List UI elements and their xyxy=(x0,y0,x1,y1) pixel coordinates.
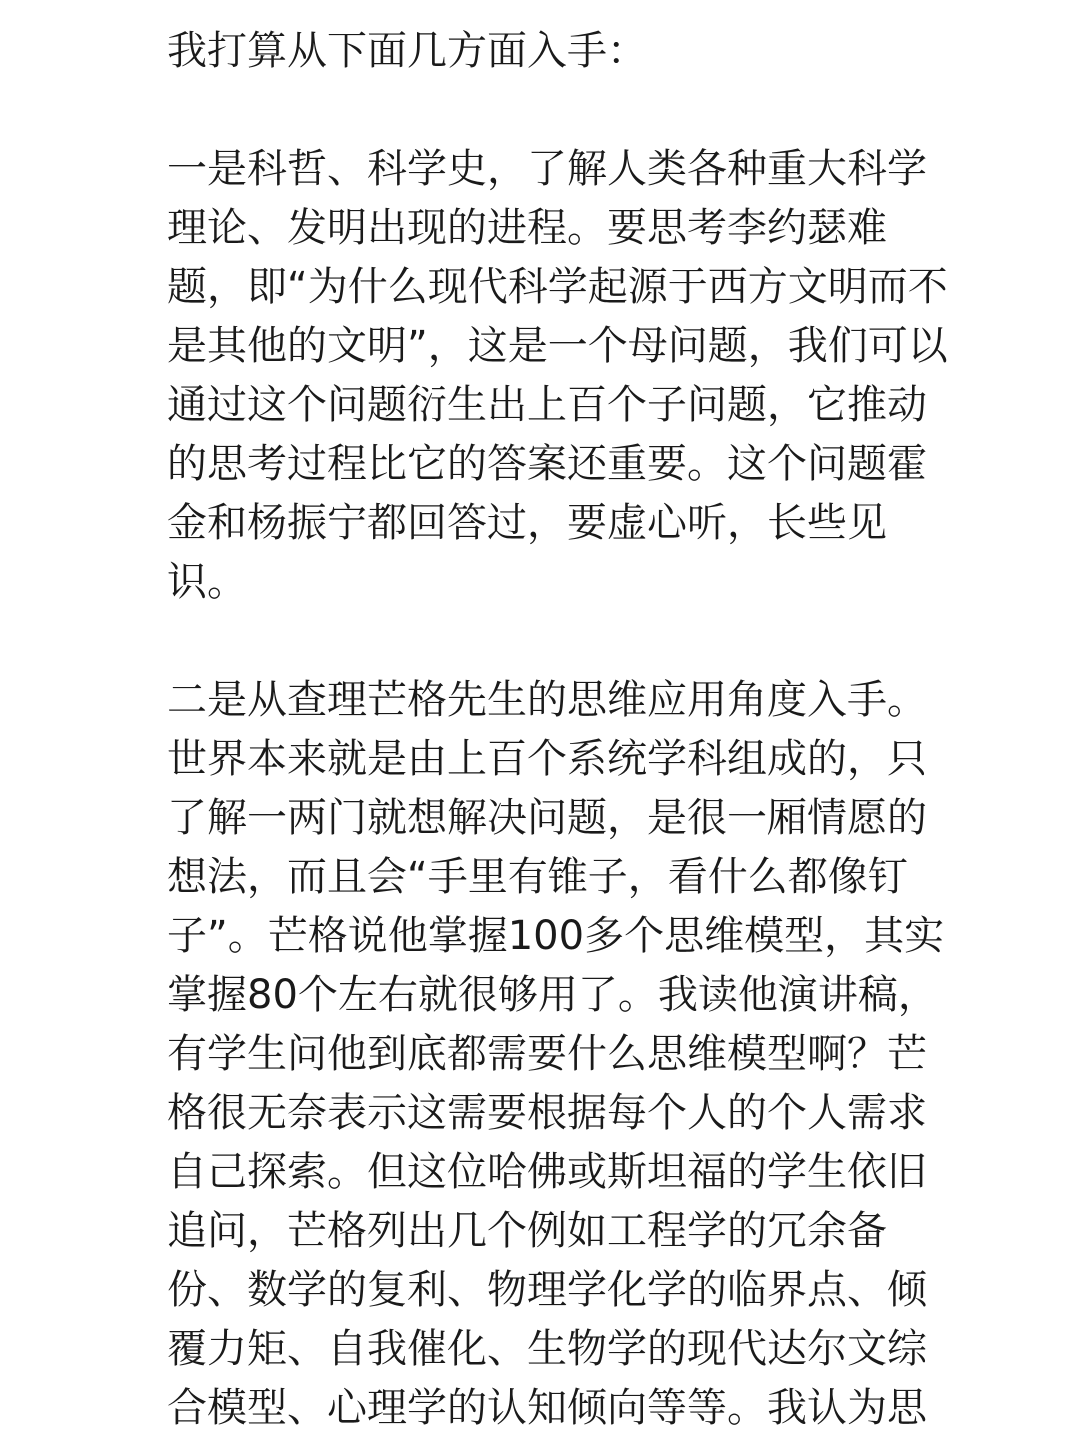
paragraph-2-line: 追问，芒格列出几个例如工程学的冗余备 xyxy=(167,1208,887,1254)
paragraph-2-line: 覆力矩、自我催化、生物学的现代达尔文综 xyxy=(167,1326,927,1372)
paragraph-2-line: 有学生问他到底都需要什么思维模型啊？芒 xyxy=(167,1031,927,1077)
paragraph-2 xyxy=(167,671,997,1438)
paragraph-2-line: 二是从查理芒格先生的思维应用角度入手。 xyxy=(167,677,927,723)
paragraph-1-line: 是其他的文明”，这是一个母问题，我们可以 xyxy=(167,323,948,369)
paragraph-2-line: 份、数学的复利、物理学化学的临界点、倾 xyxy=(167,1267,927,1313)
paragraph-2-line: 掌握80个左右就很够用了。我读他演讲稿， xyxy=(167,972,938,1018)
paragraph-1 xyxy=(167,140,997,612)
paragraph-1-line: 题，即“为什么现代科学起源于西方文明而不 xyxy=(167,264,948,310)
paragraph-gap xyxy=(167,81,997,140)
paragraph-1-line: 理论、发明出现的进程。要思考李约瑟难 xyxy=(167,205,887,251)
paragraph-gap xyxy=(167,612,997,671)
paragraph-1-line: 的思考过程比它的答案还重要。这个问题霍 xyxy=(167,441,927,487)
paragraph-2-line: 想法，而且会“手里有锥子，看什么都像钉 xyxy=(167,854,908,900)
paragraph-1-line: 金和杨振宁都回答过，要虚心听，长些见 xyxy=(167,500,887,546)
paragraph-1-line: 通过这个问题衍生出上百个子问题，它推动 xyxy=(167,382,927,428)
paragraph-2-line: 了解一两门就想解决问题，是很一厢情愿的 xyxy=(167,795,927,841)
paragraph-1-line: 识。 xyxy=(167,559,247,605)
paragraph-2-line: 子”。芒格说他掌握100多个思维模型，其实 xyxy=(167,913,945,959)
intro-line: 我打算从下面几方面入手： xyxy=(167,28,647,74)
paragraph-2-line: 格很无奈表示这需要根据每个人的个人需求 xyxy=(167,1090,927,1136)
paragraph-2-line: 合模型、心理学的认知倾向等等。我认为思 xyxy=(167,1385,927,1431)
article-body xyxy=(167,22,997,1438)
paragraph-1-line: 一是科哲、科学史，了解人类各种重大科学 xyxy=(167,146,927,192)
paragraph-2-line: 世界本来就是由上百个系统学科组成的，只 xyxy=(167,736,927,782)
paragraph-2-line: 自己探索。但这位哈佛或斯坦福的学生依旧 xyxy=(167,1149,927,1195)
